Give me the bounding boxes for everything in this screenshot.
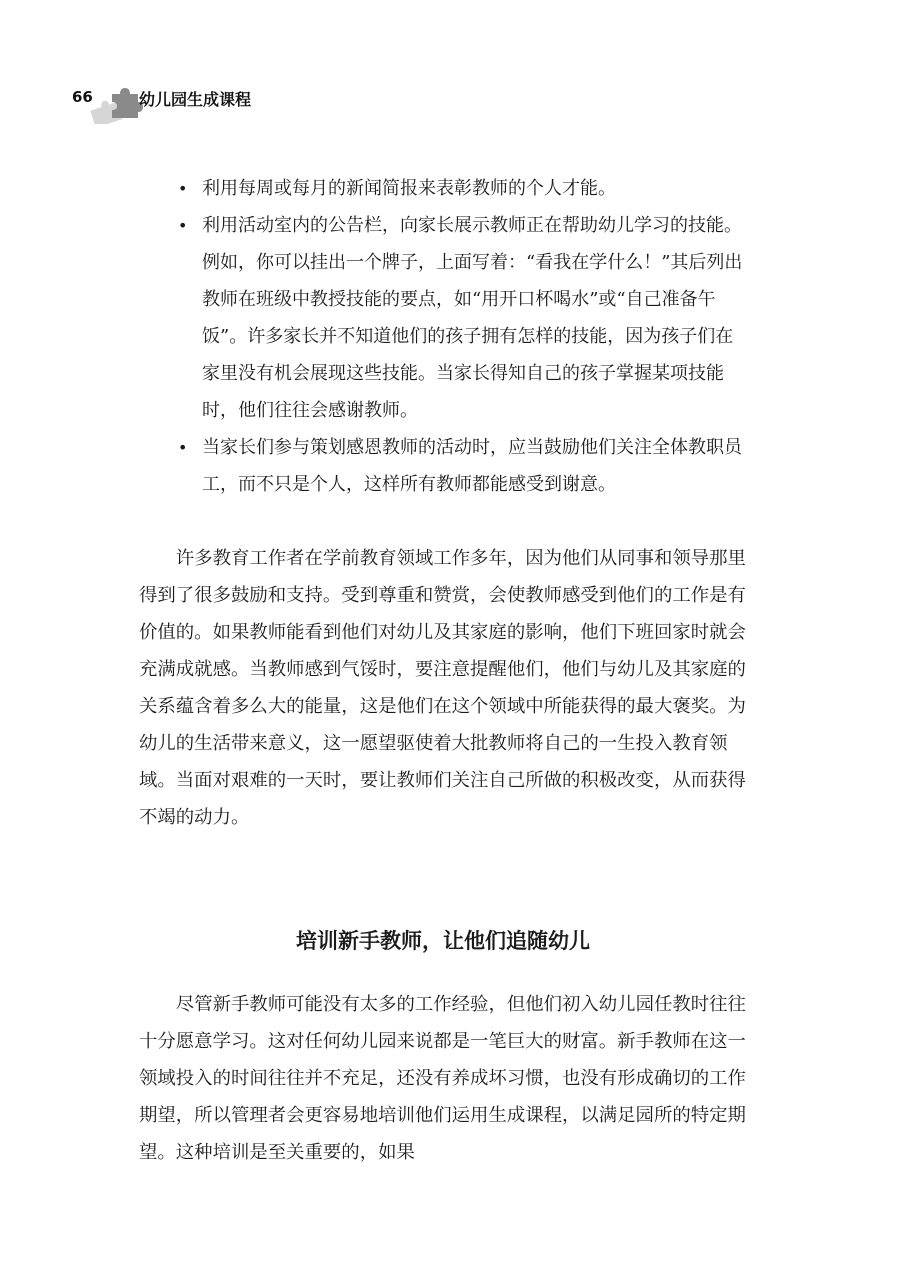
page-header xyxy=(72,84,372,120)
bullet-item: • 利用活动室内的公告栏，向家长展示教师正在帮助幼儿学习的技能。例如，你可以挂出一个牌子，上面写着：“看我在学什么！”其后列出教师在班级中教授技能的要点，如“用开口杯喝水”或“自己准备午饭”。许多家长并不知道他们的孩子拥有怎样的技能，因为孩子们在家里没有机会展现这些技能。当家长得知自己的孩子掌握某项技能时，他们往往会感谢教师。 xyxy=(178,207,748,429)
puzzle-pieces-icon xyxy=(82,84,144,124)
body-paragraph: 尽管新手教师可能没有太多的工作经验，但他们初入幼儿园任教时往往十分愿意学习。这对任何幼儿园来说都是一笔巨大的财富。新手教师在这一领域投入的时间往往并不充足，还没有养成坏习惯，也没有形成确切的工作期望，所以管理者会更容易地培训他们运用生成课程，以满足园所的特定期望。这种培训是至关重要的，如果 xyxy=(139,994,746,1163)
bullet-item: • 利用每周或每月的新闻简报来表彰教师的个人才能。 xyxy=(178,170,748,207)
page-number: 66 xyxy=(72,88,93,106)
section-heading: 培训新手教师，让他们追随幼儿 xyxy=(296,929,590,953)
running-title: 幼儿园生成课程 xyxy=(139,90,252,109)
bullet-list xyxy=(178,170,748,503)
body-paragraph: 许多教育工作者在学前教育领域工作多年，因为他们从同事和领导那里得到了很多鼓励和支持。受到尊重和赞赏，会使教师感受到他们的工作是有价值的。如果教师能看到他们对幼儿及其家庭的影响，他们下班回家时就会充满成就感。当教师感到气馁时，要注意提醒他们，他们与幼儿及其家庭的关系蕴含着多么大的能量，这是他们在这个领域中所能获得的最大褒奖。为幼儿的生活带来意义，这一愿望驱使着大批教师将自己的一生投入教育领域。当面对艰难的一天时，要让教师们关注自己所做的积极改变，从而获得不竭的动力。 xyxy=(139,548,746,828)
bullet-item: • 当家长们参与策划感恩教师的活动时，应当鼓励他们关注全体教职员工，而不只是个人，这样所有教师都能感受到谢意。 xyxy=(178,429,748,503)
